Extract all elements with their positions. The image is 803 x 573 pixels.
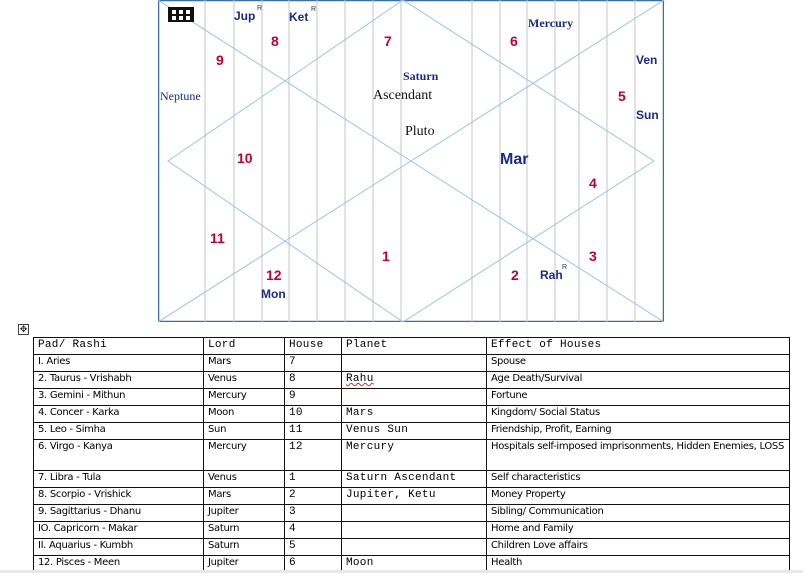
table-move-handle-icon[interactable]: ✥ [19,324,28,334]
house-cell: 1 [285,471,342,488]
planet-cell [342,522,487,539]
table-row [34,423,790,440]
lord-cell: Mars [204,355,285,372]
planet-sun: Sun [636,108,659,122]
planet-cell: Jupiter, Ketu [342,488,487,505]
house-cell: 11 [285,423,342,440]
house-number-10: 10 [237,150,253,166]
chart-lines [158,0,664,322]
ketu-retro-marker: R [311,6,317,13]
lord-cell: Mars [204,488,285,505]
table-row [34,440,790,471]
house-number-2: 2 [511,267,519,283]
house-cell: 5 [285,539,342,556]
planet-venus: Ven [636,53,658,67]
effect-cell: Children Love affairs [487,539,790,556]
ascendant-label: Ascendant [373,88,433,103]
rashi-cell: II. Aquarius - Kumbh [34,539,204,556]
planet-mars: Mar [500,151,529,168]
horoscope-chart [158,0,664,322]
lord-cell: Venus [204,471,285,488]
rashi-cell: 8. Scorpio - Vrishick [34,488,204,505]
house-number-8: 8 [271,33,279,49]
header-effect: Effect of Houses [487,338,790,355]
planet-neptune: Neptune [160,89,201,103]
planet-cell [342,539,487,556]
chart-menu-icon [168,7,194,22]
table-row [34,389,790,406]
rashi-table [33,337,790,573]
planet-cell [342,355,487,372]
lord-cell: Saturn [204,522,285,539]
effect-cell: Spouse [487,355,790,372]
rashi-cell: IO. Capricorn - Makar [34,522,204,539]
house-cell: 12 [285,440,342,471]
rashi-cell: 3. Gemini - Mithun [34,389,204,406]
house-number-9: 9 [216,52,224,68]
house-cell: 2 [285,488,342,505]
house-cell: 7 [285,355,342,372]
house-number-5: 5 [618,88,626,104]
planet-cell: Venus Sun [342,423,487,440]
table-header-row [34,338,790,355]
table-row [34,505,790,522]
jupiter-retro-marker: R [257,5,263,12]
planet-moon: Mon [261,287,286,301]
header-rashi: Pad/ Rashi [34,338,204,355]
rashi-cell: 7. Libra - Tula [34,471,204,488]
header-house: House [285,338,342,355]
planet-cell [342,389,487,406]
planet-cell [342,505,487,522]
table-row [34,522,790,539]
lord-cell: Sun [204,423,285,440]
lord-cell: Venus [204,372,285,389]
house-cell: 9 [285,389,342,406]
lord-cell: Jupiter [204,556,285,573]
house-number-12: 12 [266,267,282,283]
house-cell: 10 [285,406,342,423]
table-row [34,355,790,372]
house-number-4: 4 [589,175,597,191]
effect-cell: Friendship, Profit, Earning [487,423,790,440]
table-row [34,471,790,488]
effect-cell: Money Property [487,488,790,505]
effect-cell: Age Death/Survival [487,372,790,389]
planet-mercury: Mercury [528,16,574,30]
lord-cell: Moon [204,406,285,423]
house-number-7: 7 [384,33,392,49]
effect-cell: Hospitals self-imposed imprisonments, Hidden Enemies, LOSS [487,440,790,471]
rashi-cell: 4. Concer - Karka [34,406,204,423]
lord-cell: Mercury [204,440,285,471]
house-cell: 3 [285,505,342,522]
planet-cell: Saturn Ascendant [342,471,487,488]
house-number-6: 6 [510,33,518,49]
planet-cell: Rahu [342,372,487,389]
effect-cell: Home and Family [487,522,790,539]
rashi-cell: 9. Sagittarius - Dhanu [34,505,204,522]
lord-cell: Mercury [204,389,285,406]
rashi-cell: 5. Leo - Simha [34,423,204,440]
planet-jupiter: Jup [234,9,256,23]
effect-cell: Sibling/ Communication [487,505,790,522]
lord-cell: Saturn [204,539,285,556]
rashi-cell: 2. Taurus - Vrishabh [34,372,204,389]
header-planet: Planet [342,338,487,355]
house-cell: 8 [285,372,342,389]
house-number-11: 11 [210,230,225,246]
planet-ketu: Ket [289,10,309,24]
header-lord: Lord [204,338,285,355]
rahu-retro-marker: R [562,264,568,271]
effect-cell: Health [487,556,790,573]
table-row [34,406,790,423]
house-cell: 6 [285,556,342,573]
planet-saturn: Saturn [403,69,439,83]
table-row [34,372,790,389]
table-row [34,488,790,505]
effect-cell: Self characteristics [487,471,790,488]
rashi-cell: 12. Pisces - Meen [34,556,204,573]
planet-cell: Mars [342,406,487,423]
planet-cell: Moon [342,556,487,573]
rashi-cell: I. Aries [34,355,204,372]
planet-cell: Mercury [342,440,487,471]
effect-cell: Fortune [487,389,790,406]
effect-cell: Kingdom/ Social Status [487,406,790,423]
planet-pluto: Pluto [405,124,435,139]
lord-cell: Jupiter [204,505,285,522]
rashi-cell: 6. Virgo - Kanya [34,440,204,471]
planet-rahu: Rah [540,268,563,282]
table-row [34,539,790,556]
house-number-1: 1 [382,248,390,264]
house-cell: 4 [285,522,342,539]
house-number-3: 3 [589,248,597,264]
